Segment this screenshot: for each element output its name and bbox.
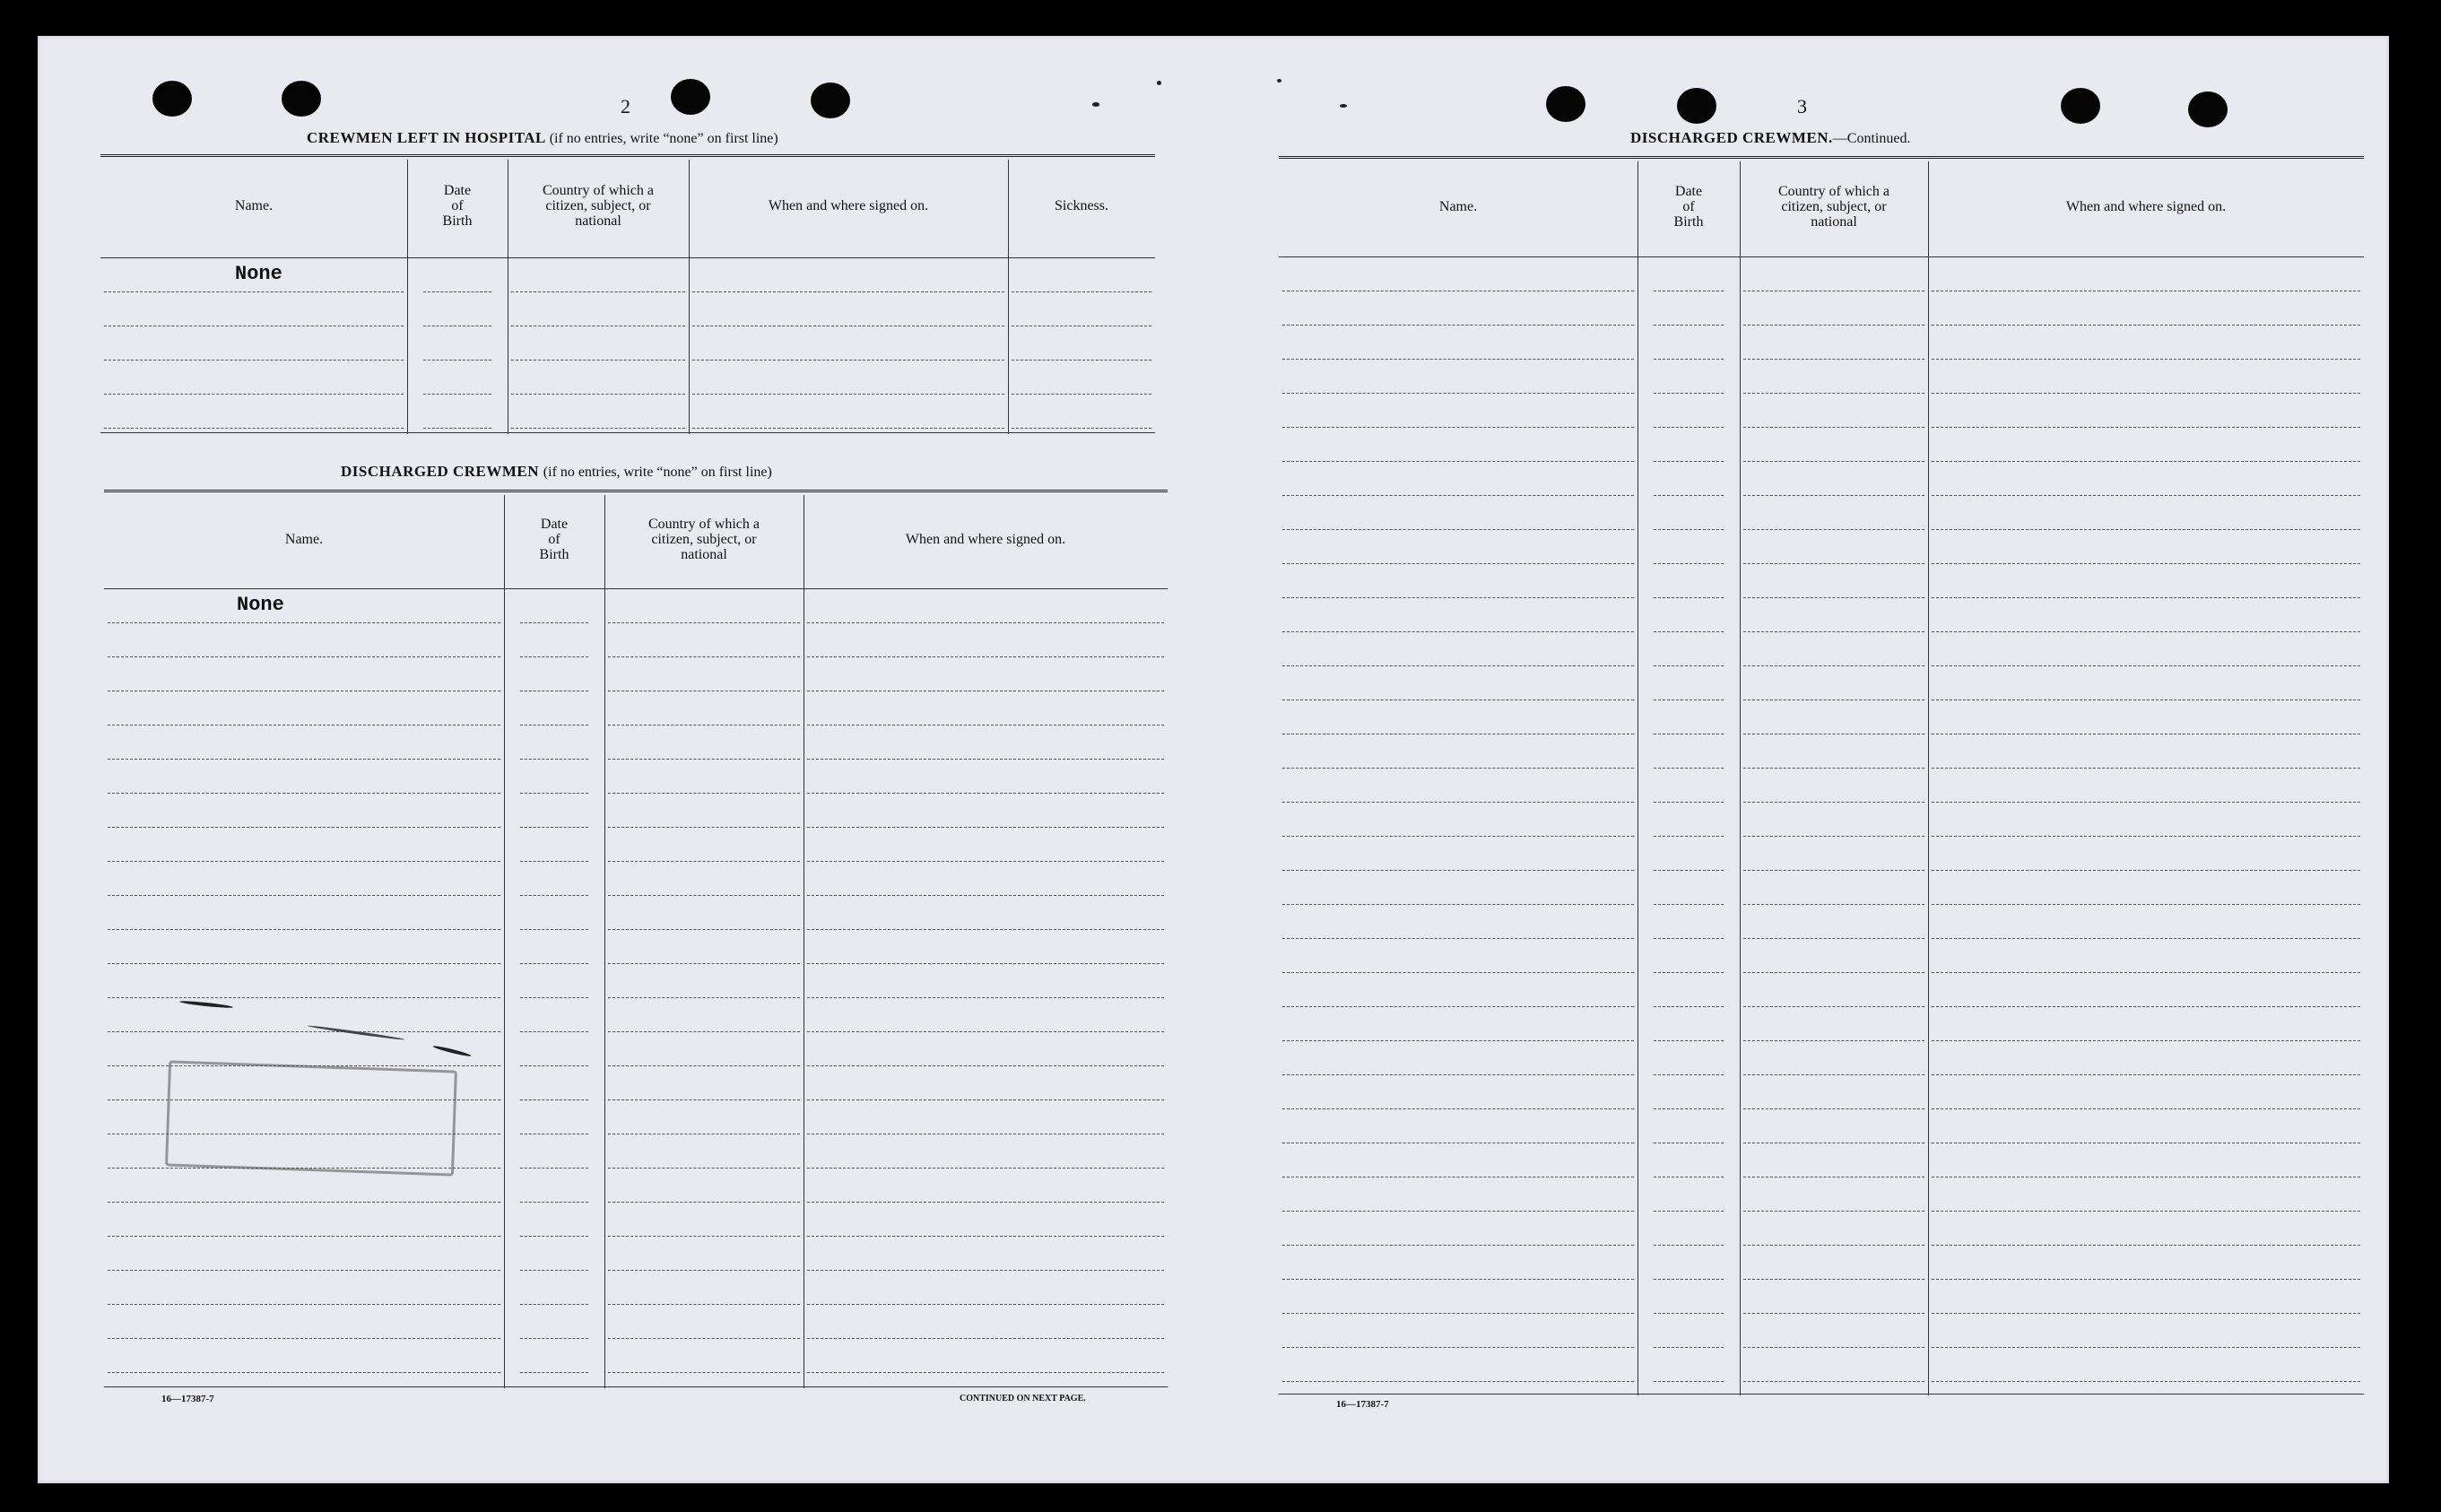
- table-top-rule: [1279, 156, 2364, 159]
- entry-line: [1654, 904, 1724, 905]
- entry-line: [1743, 836, 1924, 837]
- entry-line: [1932, 665, 2360, 666]
- entry-line: [1654, 938, 1724, 939]
- entry-line: [692, 394, 1004, 395]
- hospital-table: [100, 154, 1155, 434]
- entry-line: [108, 725, 500, 726]
- col-dob-header: Date of Birth: [539, 516, 569, 562]
- right-title: [1630, 129, 1910, 147]
- form-number: 16—17387-7: [1336, 1399, 1389, 1410]
- entry-line: [1654, 359, 1724, 360]
- entry-line: [104, 394, 404, 395]
- entry-line: [1654, 597, 1724, 598]
- entry-line: [108, 861, 500, 862]
- entry-line: [1654, 768, 1724, 769]
- right-discharged-table: [1279, 156, 2364, 1395]
- entry-line: [692, 428, 1004, 429]
- entry-line: [1012, 291, 1151, 292]
- entry-line: [511, 394, 685, 395]
- entry-line: [520, 622, 588, 623]
- entry-line: [608, 1168, 800, 1169]
- entry-line: [108, 1372, 500, 1373]
- punch-hole: [2061, 88, 2100, 124]
- entry-line: [108, 1236, 500, 1237]
- entry-line: [1282, 938, 1634, 939]
- entry-line: [1282, 597, 1634, 598]
- entry-line: [1654, 1279, 1724, 1280]
- entry-line: [423, 394, 491, 395]
- entry-line: [608, 1338, 800, 1339]
- entry-line: [1282, 802, 1634, 803]
- entry-line: [1654, 529, 1724, 530]
- entry-line: [1932, 1381, 2360, 1382]
- entry-line: [520, 861, 588, 862]
- entry-line: [807, 759, 1164, 760]
- entry-line: [1743, 597, 1924, 598]
- entry-line: [108, 622, 500, 623]
- entry-line: [1932, 1040, 2360, 1041]
- entry-line: [1932, 836, 2360, 837]
- entry-line: [520, 1304, 588, 1305]
- entry-line: [520, 793, 588, 794]
- entry-line: [807, 861, 1164, 862]
- entry-line: [1743, 529, 1924, 530]
- form-number: 16—17387-7: [161, 1394, 214, 1404]
- entry-line: [1654, 563, 1724, 564]
- right-title-suffix: —Continued.: [1832, 131, 1911, 146]
- entry-line: [807, 1304, 1164, 1305]
- entry-line: [608, 861, 800, 862]
- entry-line: [520, 1065, 588, 1066]
- col-signed-header: When and where signed on.: [905, 531, 1066, 547]
- entry-line: [1654, 495, 1724, 496]
- col-sickness-header: Sickness.: [1055, 198, 1108, 213]
- punch-hole: [152, 81, 192, 117]
- entry-line: [1012, 360, 1151, 361]
- entry-line: [1743, 904, 1924, 905]
- entry-line: [1282, 1313, 1634, 1314]
- entry-line: [1743, 325, 1924, 326]
- entry-line: [520, 1031, 588, 1032]
- entry-line: [108, 997, 500, 998]
- entry-line: [1932, 529, 2360, 530]
- entry-line: [1743, 1279, 1924, 1280]
- col-dob-header: Date of Birth: [1673, 183, 1704, 230]
- discharged-subtitle: (if no entries, write “none” on first line): [543, 465, 772, 480]
- entry-line: [1932, 1108, 2360, 1109]
- entry-line: [1282, 631, 1634, 632]
- entry-line: [608, 929, 800, 930]
- entry-line: [108, 1338, 500, 1339]
- entry-line: [807, 1168, 1164, 1169]
- entry-line: [520, 725, 588, 726]
- entry-line: [1932, 1245, 2360, 1246]
- entry-line: [1282, 495, 1634, 496]
- entry-line: [1282, 393, 1634, 394]
- entry-line: [807, 622, 1164, 623]
- entry-line: [1932, 631, 2360, 632]
- entry-line: [1932, 768, 2360, 769]
- entry-line: [807, 1202, 1164, 1203]
- entry-line: [108, 963, 500, 964]
- entry-line: [1743, 1313, 1924, 1314]
- entry-line: [1932, 938, 2360, 939]
- entry-line: [807, 1099, 1164, 1100]
- entry-line: [692, 291, 1004, 292]
- page-number: 3: [1797, 95, 1807, 117]
- entry-line: [1743, 665, 1924, 666]
- column-divider: [504, 495, 505, 1388]
- entry-line: [1654, 325, 1724, 326]
- entry-line: [608, 1270, 800, 1271]
- entry-line: [1743, 1211, 1924, 1212]
- entry-line: [1282, 529, 1634, 530]
- entry-line: [1282, 1347, 1634, 1348]
- entry-line: [1654, 1313, 1724, 1314]
- discharged-table: [104, 490, 1168, 1388]
- document-sheet: [38, 36, 2389, 1483]
- header-rule: [104, 588, 1168, 589]
- entry-line: [1932, 1347, 2360, 1348]
- entry-line: [1932, 972, 2360, 973]
- entry-line: [807, 656, 1164, 657]
- entry-line: [1654, 393, 1724, 394]
- entry-line: [108, 895, 500, 896]
- col-name-header: Name.: [234, 198, 274, 213]
- entry-line: [807, 895, 1164, 896]
- entry-line: [1282, 1074, 1634, 1075]
- header-rule: [100, 257, 1155, 258]
- entry-line: [1932, 563, 2360, 564]
- entry-line: [1654, 1245, 1724, 1246]
- hospital-title: [307, 129, 778, 147]
- entry-line: [1654, 1347, 1724, 1348]
- entry-line: [1932, 325, 2360, 326]
- entry-line: [1743, 938, 1924, 939]
- col-country-header: Country of which a citizen, subject, or national: [648, 516, 760, 562]
- entry-line: [1932, 461, 2360, 462]
- entry-line: [1282, 904, 1634, 905]
- name-entry: None: [237, 594, 284, 616]
- entry-line: [1743, 870, 1924, 871]
- entry-line: [511, 360, 685, 361]
- entry-line: [1654, 870, 1724, 871]
- entry-line: [520, 963, 588, 964]
- entry-line: [1654, 461, 1724, 462]
- entry-line: [1743, 495, 1924, 496]
- entry-line: [608, 1065, 800, 1066]
- entry-line: [1282, 1211, 1634, 1212]
- entry-line: [1282, 359, 1634, 360]
- entry-line: [1932, 1006, 2360, 1007]
- ink-speck: [1277, 79, 1281, 83]
- column-divider: [1928, 161, 1929, 1395]
- punch-hole: [1677, 88, 1716, 124]
- entry-line: [1743, 768, 1924, 769]
- entry-line: [520, 1236, 588, 1237]
- name-entry: None: [235, 263, 282, 285]
- entry-line: [511, 291, 685, 292]
- entry-line: [1282, 972, 1634, 973]
- entry-line: [1743, 802, 1924, 803]
- entry-line: [511, 428, 685, 429]
- right-title-text: DISCHARGED CREWMEN.: [1630, 129, 1833, 146]
- entry-line: [1654, 1108, 1724, 1109]
- entry-line: [1743, 1040, 1924, 1041]
- entry-line: [1654, 1381, 1724, 1382]
- entry-line: [1654, 1211, 1724, 1212]
- entry-line: [692, 360, 1004, 361]
- col-name-header: Name.: [1438, 198, 1478, 214]
- entry-line: [520, 1270, 588, 1271]
- entry-line: [104, 428, 404, 429]
- entry-line: [1654, 427, 1724, 428]
- entry-line: [1282, 1381, 1634, 1382]
- entry-line: [1654, 631, 1724, 632]
- entry-line: [1282, 1279, 1634, 1280]
- entry-line: [1743, 1245, 1924, 1246]
- punch-hole: [811, 83, 850, 118]
- entry-line: [520, 1202, 588, 1203]
- header-rule: [1279, 256, 2364, 257]
- col-country-header: Country of which a citizen, subject, or national: [1778, 183, 1889, 230]
- punch-hole: [2188, 91, 2228, 127]
- table-bottom-rule: [104, 1386, 1168, 1387]
- entry-line: [423, 291, 491, 292]
- entry-line: [1282, 1006, 1634, 1007]
- col-country-header: Country of which a citizen, subject, or national: [543, 183, 654, 229]
- entry-line: [1654, 1040, 1724, 1041]
- entry-line: [1932, 1313, 2360, 1314]
- entry-line: [1282, 1040, 1634, 1041]
- entry-line: [108, 1031, 500, 1032]
- entry-line: [104, 360, 404, 361]
- entry-line: [1282, 665, 1634, 666]
- punch-hole: [282, 81, 321, 117]
- entry-line: [1932, 597, 2360, 598]
- ink-speck: [1157, 81, 1161, 85]
- entry-line: [807, 1065, 1164, 1066]
- ink-speck: [1092, 102, 1099, 107]
- table-bottom-rule: [100, 432, 1155, 433]
- entry-line: [608, 725, 800, 726]
- col-signed-header: When and where signed on.: [768, 198, 929, 213]
- entry-line: [1012, 428, 1151, 429]
- entry-line: [807, 1031, 1164, 1032]
- entry-line: [1654, 665, 1724, 666]
- entry-line: [807, 1270, 1164, 1271]
- entry-line: [608, 1031, 800, 1032]
- entry-line: [108, 929, 500, 930]
- entry-line: [108, 827, 500, 828]
- entry-line: [1012, 394, 1151, 395]
- entry-line: [1282, 1245, 1634, 1246]
- entry-line: [1282, 768, 1634, 769]
- hospital-subtitle: (if no entries, write “none” on first line): [549, 131, 778, 146]
- entry-line: [1932, 1211, 2360, 1212]
- entry-line: [1282, 836, 1634, 837]
- entry-line: [1743, 1006, 1924, 1007]
- entry-line: [423, 360, 491, 361]
- entry-line: [1932, 359, 2360, 360]
- entry-line: [608, 997, 800, 998]
- table-bottom-rule: [1279, 1394, 2364, 1395]
- entry-line: [807, 929, 1164, 930]
- entry-line: [1932, 802, 2360, 803]
- entry-line: [520, 997, 588, 998]
- entry-line: [1282, 563, 1634, 564]
- page-number: 2: [621, 95, 630, 117]
- entry-line: [608, 656, 800, 657]
- entry-line: [520, 1168, 588, 1169]
- table-top-rule: [100, 154, 1155, 157]
- entry-line: [608, 827, 800, 828]
- entry-line: [1743, 1381, 1924, 1382]
- entry-line: [1282, 325, 1634, 326]
- entry-line: [1282, 427, 1634, 428]
- discharged-title-text: DISCHARGED CREWMEN: [341, 463, 540, 480]
- entry-line: [608, 895, 800, 896]
- col-name-header: Name.: [284, 531, 324, 547]
- entry-line: [108, 1202, 500, 1203]
- entry-line: [807, 725, 1164, 726]
- entry-line: [1932, 870, 2360, 871]
- entry-line: [608, 1372, 800, 1373]
- entry-line: [1743, 461, 1924, 462]
- ink-speck: [1340, 104, 1347, 108]
- punch-hole: [671, 79, 710, 115]
- entry-line: [520, 895, 588, 896]
- entry-line: [108, 656, 500, 657]
- faded-stamp: [165, 1060, 457, 1176]
- entry-line: [608, 1304, 800, 1305]
- entry-line: [1743, 1074, 1924, 1075]
- entry-line: [520, 656, 588, 657]
- punch-hole: [1546, 86, 1585, 122]
- entry-line: [807, 1372, 1164, 1373]
- entry-line: [1932, 1279, 2360, 1280]
- entry-line: [1932, 1074, 2360, 1075]
- entry-line: [1932, 495, 2360, 496]
- entry-line: [520, 1099, 588, 1100]
- continued-note: CONTINUED ON NEXT PAGE.: [960, 1394, 1086, 1403]
- entry-line: [1743, 427, 1924, 428]
- table-top-rule: [104, 490, 1168, 492]
- entry-line: [1282, 1108, 1634, 1109]
- entry-line: [520, 1372, 588, 1373]
- entry-line: [520, 827, 588, 828]
- hospital-title-text: CREWMEN LEFT IN HOSPITAL: [307, 129, 545, 146]
- entry-line: [104, 291, 404, 292]
- entry-line: [608, 759, 800, 760]
- entry-line: [807, 827, 1164, 828]
- entry-line: [1743, 972, 1924, 973]
- entry-line: [608, 1236, 800, 1237]
- entry-line: [1654, 802, 1724, 803]
- entry-line: [1932, 393, 2360, 394]
- column-divider: [604, 495, 605, 1388]
- entry-line: [1743, 359, 1924, 360]
- entry-line: [1743, 1347, 1924, 1348]
- col-dob-header: Date of Birth: [442, 183, 473, 229]
- entry-line: [608, 793, 800, 794]
- entry-line: [108, 1304, 500, 1305]
- entry-line: [807, 997, 1164, 998]
- entry-line: [1932, 904, 2360, 905]
- entry-line: [1743, 393, 1924, 394]
- entry-line: [1654, 1006, 1724, 1007]
- column-divider: [1637, 161, 1638, 1395]
- entry-line: [1654, 972, 1724, 973]
- entry-line: [807, 793, 1164, 794]
- entry-line: [608, 622, 800, 623]
- entry-line: [1654, 1074, 1724, 1075]
- entry-line: [807, 963, 1164, 964]
- col-signed-header: When and where signed on.: [2065, 198, 2227, 214]
- entry-line: [423, 428, 491, 429]
- entry-line: [807, 1338, 1164, 1339]
- entry-line: [1743, 1108, 1924, 1109]
- entry-line: [520, 929, 588, 930]
- entry-line: [608, 1099, 800, 1100]
- entry-line: [1932, 427, 2360, 428]
- entry-line: [1282, 870, 1634, 871]
- entry-line: [108, 793, 500, 794]
- entry-line: [108, 759, 500, 760]
- entry-line: [807, 1236, 1164, 1237]
- entry-line: [1743, 631, 1924, 632]
- entry-line: [520, 1338, 588, 1339]
- discharged-title: [341, 463, 772, 481]
- entry-line: [1282, 461, 1634, 462]
- entry-line: [520, 759, 588, 760]
- entry-line: [108, 1270, 500, 1271]
- entry-line: [1654, 836, 1724, 837]
- entry-line: [1743, 563, 1924, 564]
- entry-line: [608, 1202, 800, 1203]
- column-divider: [1740, 161, 1741, 1395]
- entry-line: [608, 963, 800, 964]
